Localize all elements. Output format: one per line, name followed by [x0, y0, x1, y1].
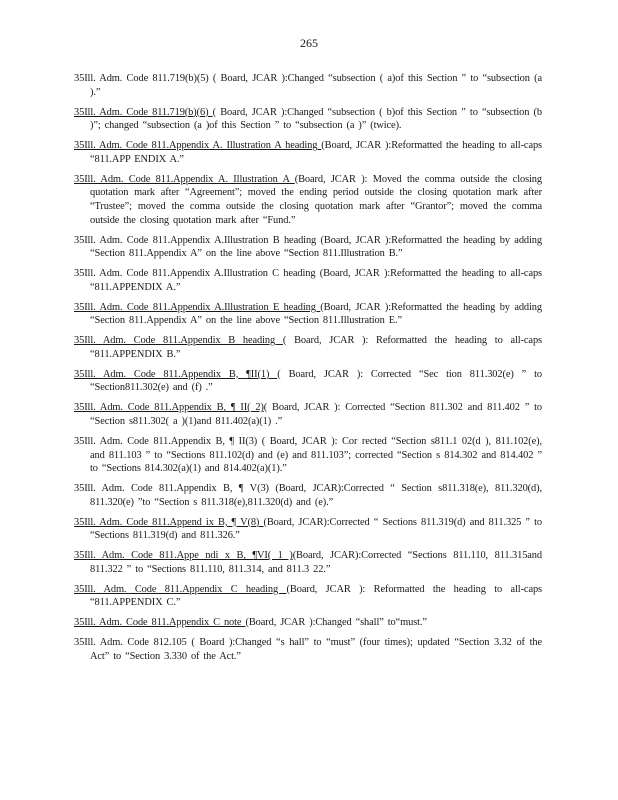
- entry-text: (Board, JCAR ):Reformatted the heading to all-caps “811.APP ENDIX A.”: [90, 140, 542, 165]
- entry-citation: 35Ill. Adm. Code 811.Appendix A.Illustration E heading: [74, 301, 321, 313]
- entry-citation: 35Ill. Adm. Code 811.Appendix B, ¶ II( 2): [74, 402, 264, 414]
- entry-citation: 35Ill. Adm. Code 811.Appe ndi x B, ¶VI( 1 ): [74, 550, 293, 562]
- entry-text: ( Board, JCAR ): Corrected “Section 811.302 and 811.402 ” to “Section s811.302( a )(1)and 811.402(a)(1) .”: [90, 402, 543, 427]
- entry-text: 35Ill. Adm. Code 811.Appendix B, ¶ II(3) ( Board, JCAR ): Cor rected “Section s811.1 02(d ), 811.102(e), and 811.103 ” to “Sections 811.102(d) and (e) and 811.103”; corrected “Section s 814.302 and 814.402 ” to “Sections 814.302(a)(1) and 814.402(a)(1).”: [74, 435, 542, 475]
- errata-entry: [74, 482, 542, 509]
- errata-entry: [74, 616, 542, 630]
- entry-citation: 35Ill. Adm. Code 811.Appendix C heading: [74, 583, 287, 595]
- errata-entry: [74, 139, 542, 166]
- entry-citation: 35Ill. Adm. Code 811.Appendix C note: [74, 617, 246, 629]
- entry-text: 35Ill. Adm. Code 811.Appendix B, ¶ V(3) (Board, JCAR):Corrected “ Section s811.318(e), 811.320(d), 811.320(e) ”to “Section s 811.318(e),811.320(d) and (e).”: [74, 483, 542, 508]
- errata-entry: [74, 368, 542, 395]
- errata-entry: [74, 435, 542, 476]
- errata-list: [74, 72, 542, 670]
- entry-citation: 35Ill. Adm. Code 811.Appendix A. Illustration A: [74, 173, 295, 185]
- entry-citation: 35Ill. Adm. Code 811.719(b)(6): [74, 106, 213, 118]
- entry-text: ( Board, JCAR ):Changed “subsection ( b)of this Section ” to “subsection (b )”; changed “subsection (a )of this Section ” to “subsection (a )” (twice).: [90, 106, 542, 132]
- entry-text: (Board, JCAR):Corrected “ Sections 811.319(d) and 811.325 ” to “Sections 811.319(d) and 811.326.”: [90, 516, 542, 542]
- entry-text: (Board, JCAR):Corrected “Sections 811.110, 811.315and 811.322 ” to “Sections 811.110, 811.314, and 811.3 22.”: [90, 550, 542, 575]
- entry-text: 35Ill. Adm. Code 811.Appendix A.Illustration C heading (Board, JCAR ):Reformatted the heading to all-caps “811.APPENDIX A.”: [74, 268, 542, 293]
- errata-entry: [74, 301, 542, 328]
- errata-entry: [74, 549, 542, 576]
- entry-citation: 35Ill. Adm. Code 811.Appendix B, ¶II(1): [74, 368, 278, 380]
- entry-text: (Board, JCAR ): Reformatted the heading to all-caps “811.APPENDIX C.”: [90, 583, 542, 609]
- entry-text: (Board, JCAR ):Changed “shall” to“must.”: [245, 617, 427, 629]
- entry-citation: 35Ill. Adm. Code 811.Appendix B heading: [74, 335, 283, 347]
- errata-entry: [74, 334, 542, 361]
- page-number: 265: [300, 36, 318, 50]
- errata-entry: [74, 72, 542, 99]
- entry-text: (Board, JCAR ): Moved the comma outside the closing quotation mark after “Agreement”; moved the ending period outside the closing quotation mark after “Trustee”; moved the comma outside the closing quotation mark after “Grantor”; moved the comma outside the closing quotation mark after “Fund.”: [90, 173, 542, 226]
- errata-entry: [74, 636, 542, 663]
- entry-citation: 35Ill. Adm. Code 811.Appendix A. Illustration A heading: [74, 140, 322, 152]
- entry-text: ( Board, JCAR ): Corrected “Sec tion 811.302(e) ” to “Section811.302(e) and (f) .”: [90, 368, 542, 394]
- entry-citation: 35Ill. Adm. Code 811.Append ix B, ¶ V(8): [74, 516, 264, 528]
- entry-text: 35Ill. Adm. Code 811.719(b)(5) ( Board, JCAR ):Changed “subsection ( a)of this Section ” to “subsection (a ).”: [74, 73, 542, 98]
- errata-entry: [74, 173, 542, 227]
- errata-entry: [74, 401, 542, 428]
- errata-entry: [74, 267, 542, 294]
- errata-entry: [74, 516, 542, 543]
- entry-text: (Board, JCAR ):Reformatted the heading by adding “Section 811.Appendix A” on the line above “Section 811.Illustration E.”: [90, 301, 542, 327]
- errata-entry: [74, 234, 542, 261]
- entry-text: ( Board, JCAR ): Reformatted the heading to all-caps “811.APPENDIX B.”: [90, 335, 542, 360]
- entry-text: 35Ill. Adm. Code 812.105 ( Board ):Changed “s hall” to “must” (four times); updated “Section 3.32 of the Act” to “Section 3.330 of the Act.”: [74, 637, 542, 663]
- entry-text: 35Ill. Adm. Code 811.Appendix A.Illustration B heading (Board, JCAR ):Reformatted the heading by adding “Section 811.Appendix A” on the line above “Section 811.Illustration B.”: [74, 234, 542, 260]
- errata-entry: [74, 583, 542, 610]
- errata-entry: [74, 106, 542, 133]
